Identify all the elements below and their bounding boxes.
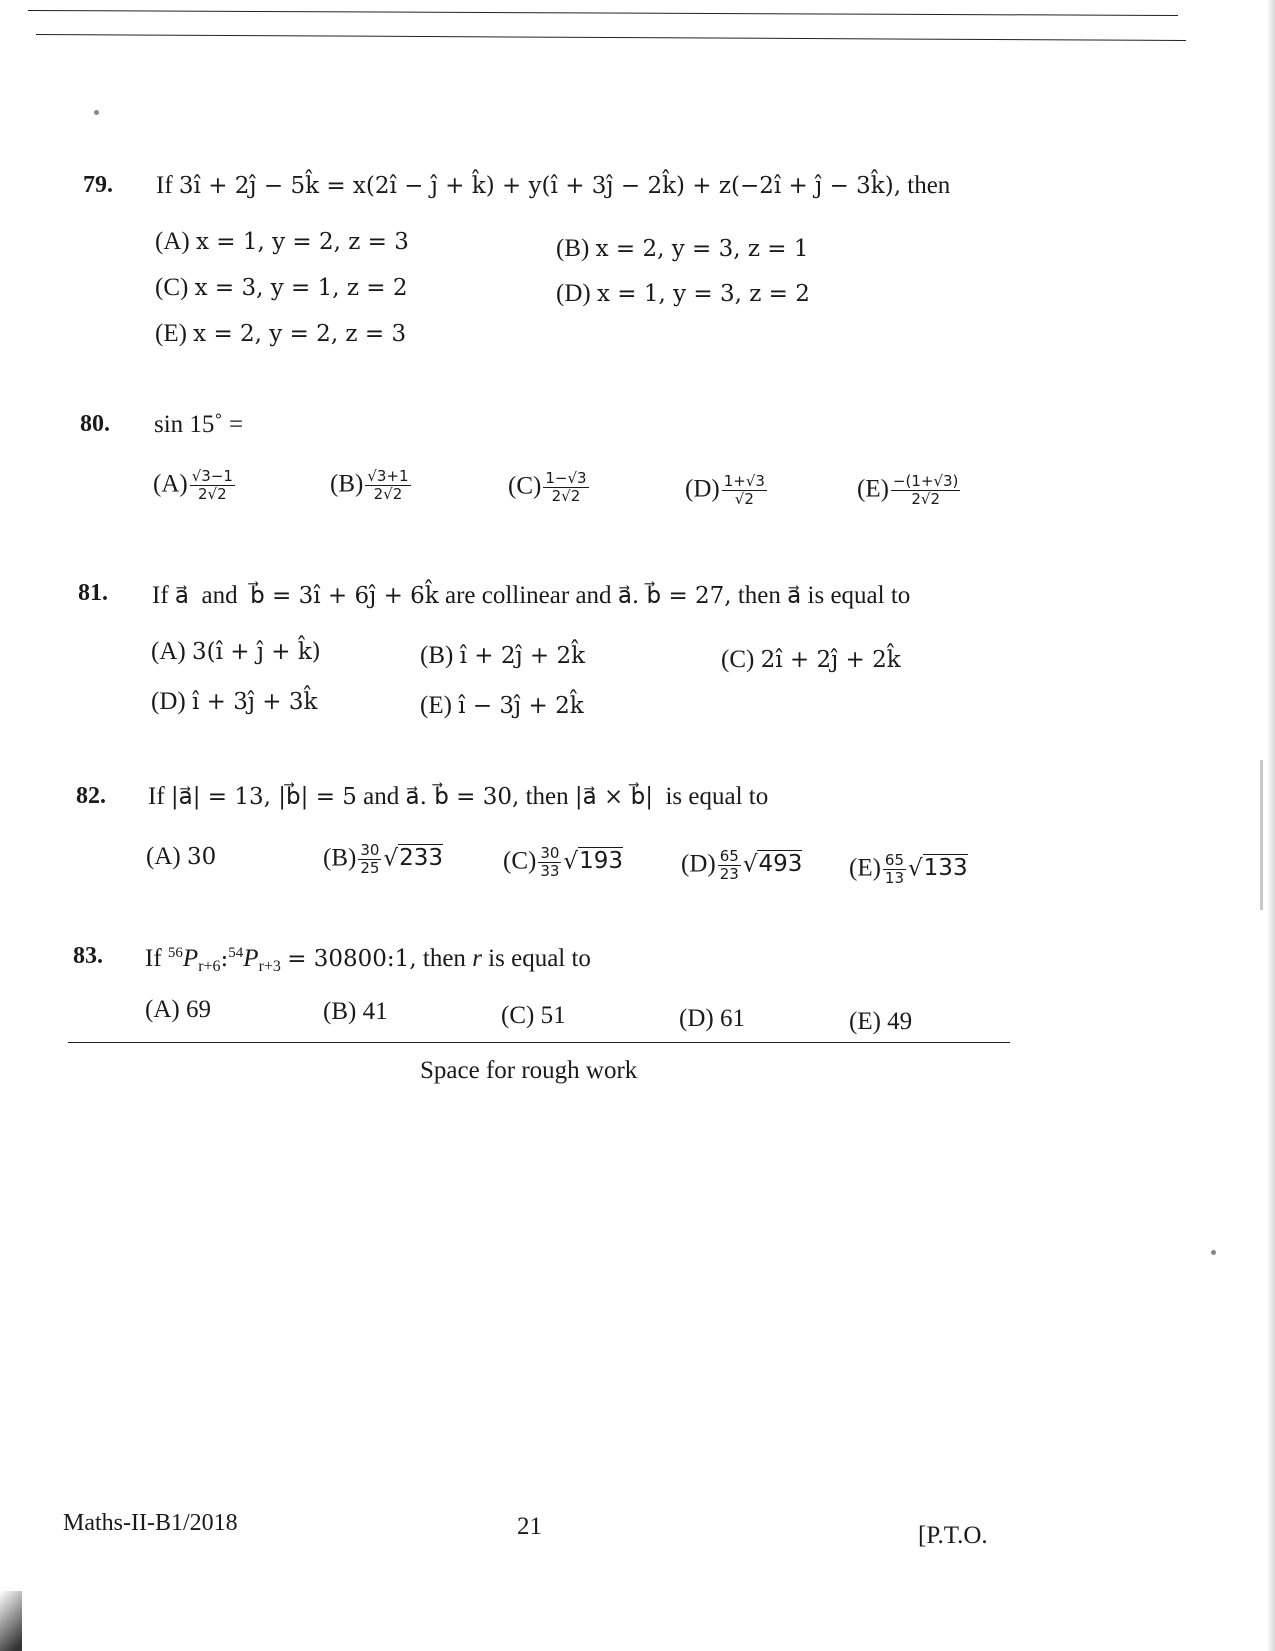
- option-math: î + 2ĵ + 2k̂: [459, 643, 586, 669]
- stem-text: then: [422, 945, 466, 972]
- numerator: √3+1: [367, 467, 409, 485]
- option-a[interactable]: [155, 228, 409, 256]
- option-label: (A): [145, 996, 180, 1023]
- stem-text: If: [152, 582, 169, 609]
- stem-math: a⃗. b⃗ = 30,: [405, 784, 520, 810]
- radicand: 133: [923, 855, 968, 882]
- fraction: [358, 842, 381, 878]
- radicand: 493: [758, 851, 803, 878]
- stem-text: If: [156, 172, 173, 199]
- option-c[interactable]: [155, 274, 408, 302]
- option-label: (C): [721, 646, 755, 673]
- stem-math: a⃗. b⃗ = 27,: [617, 583, 732, 609]
- fraction: [718, 848, 741, 884]
- scan-dot: [94, 110, 99, 115]
- question-stem: sin 15˚ =: [154, 411, 244, 438]
- option-label: (A): [151, 638, 186, 665]
- option-d[interactable]: [151, 688, 317, 716]
- stem-text: If: [145, 945, 162, 972]
- stem-math: P: [182, 945, 199, 972]
- numerator: −(1+√3): [892, 472, 959, 490]
- superscript: 54: [228, 945, 244, 961]
- stem-text: is equal to: [807, 582, 911, 609]
- question-number: 79.: [83, 172, 113, 198]
- option-b[interactable]: [556, 235, 809, 263]
- question-number: 83.: [73, 943, 103, 969]
- option-label: (E): [155, 320, 187, 347]
- stem-math: = 30800:1,: [287, 946, 417, 972]
- option-math: 3(î + ĵ + k̂): [191, 639, 321, 665]
- option-label: (D): [151, 688, 186, 715]
- option-e[interactable]: [155, 320, 406, 348]
- option-value: 41: [362, 998, 388, 1025]
- option-label: (A): [155, 228, 190, 255]
- option-label: (B): [556, 235, 590, 262]
- option-value: 61: [719, 1005, 745, 1032]
- radicand: 193: [579, 848, 623, 875]
- question-number: 82.: [76, 783, 106, 809]
- question-stem: [148, 783, 768, 811]
- stem-math: :: [220, 946, 229, 972]
- stem-math: r: [472, 945, 482, 972]
- pto-label: [P.T.O.: [918, 1522, 988, 1549]
- page-edge-shadow: [1267, 0, 1275, 1651]
- option-label: (E): [420, 692, 452, 719]
- fraction: [538, 845, 561, 881]
- option-e[interactable]: [857, 473, 962, 509]
- numerator: 30: [540, 844, 560, 862]
- numerator: 30: [360, 841, 380, 859]
- option-b[interactable]: [323, 842, 443, 878]
- option-label: (A): [146, 843, 181, 870]
- fraction: [365, 468, 410, 504]
- option-a[interactable]: [151, 638, 321, 666]
- option-label: (B): [323, 998, 357, 1025]
- option-c[interactable]: [503, 845, 623, 881]
- fraction: [883, 852, 906, 888]
- square-root: √193: [563, 848, 623, 875]
- question-stem: [145, 945, 591, 976]
- radicand: 233: [399, 845, 443, 872]
- option-value: 69: [185, 996, 211, 1023]
- rough-work-divider: [68, 1042, 1010, 1043]
- denominator: 2√2: [911, 490, 940, 509]
- option-label: (B): [330, 470, 364, 498]
- option-c[interactable]: [721, 646, 901, 674]
- option-label: (C): [508, 472, 542, 500]
- option-math: x = 1, y = 3, z = 2: [596, 281, 810, 307]
- option-c[interactable]: [501, 1002, 566, 1030]
- option-label: (A): [153, 470, 188, 498]
- question-number: 81.: [78, 580, 108, 606]
- stem-math: 3î + 2ĵ − 5k̂ = x(2î − ĵ + k̂) + y(î + 3ĵ − 2k̂) + z(−2î + ĵ − 3k̂),: [178, 173, 902, 199]
- option-label: (E): [857, 475, 889, 503]
- option-label: (D): [679, 1005, 714, 1032]
- question-stem: [152, 582, 910, 610]
- denominator: 13: [884, 869, 905, 888]
- square-root: √233: [383, 845, 443, 872]
- stem-text: is equal to: [488, 945, 591, 972]
- denominator: 2√2: [373, 485, 403, 504]
- rough-work-label: Space for rough work: [420, 1057, 638, 1084]
- stem-text: are collinear and: [444, 582, 612, 609]
- page-corner-shadow: [0, 1591, 22, 1651]
- numerator: 1+√3: [723, 472, 765, 490]
- option-math: x = 2, y = 2, z = 3: [193, 321, 407, 347]
- stem-text: then: [907, 172, 951, 199]
- option-e[interactable]: [849, 852, 968, 888]
- option-e[interactable]: [849, 1008, 912, 1036]
- scan-border-line: [28, 10, 1178, 16]
- option-d[interactable]: [556, 280, 810, 308]
- option-d[interactable]: [685, 473, 769, 509]
- fraction: [543, 470, 588, 506]
- option-value: 51: [540, 1002, 566, 1029]
- option-math: î − 3ĵ + 2k̂: [458, 693, 584, 719]
- question-number: 80.: [80, 411, 110, 437]
- denominator: 23: [719, 865, 739, 884]
- scan-border-line: [36, 34, 1186, 41]
- stem-text: is equal to: [665, 783, 769, 810]
- stem-math: b⃗ = 3î + 6ĵ + 6k̂: [250, 583, 439, 609]
- option-label: (D): [681, 850, 716, 878]
- option-label: (D): [685, 475, 720, 503]
- option-label: (D): [556, 280, 591, 307]
- option-math: 2î + 2ĵ + 2k̂: [760, 647, 901, 673]
- denominator: √2: [734, 490, 754, 509]
- option-math: x = 2, y = 3, z = 1: [595, 236, 809, 262]
- fraction: [190, 468, 235, 504]
- subscript: r+3: [258, 958, 281, 975]
- stem-math: P: [243, 945, 259, 972]
- page-edge-mark: [1260, 760, 1263, 910]
- square-root: √493: [742, 851, 803, 878]
- option-math: 30: [186, 844, 217, 870]
- stem-math: |a⃗ × b⃗|: [574, 784, 653, 810]
- option-label: (B): [420, 642, 454, 669]
- numerator: 1−√3: [545, 469, 587, 487]
- option-e[interactable]: [420, 692, 584, 720]
- option-c[interactable]: [508, 470, 591, 506]
- option-a[interactable]: [145, 996, 211, 1024]
- denominator: 2√2: [551, 487, 581, 506]
- option-math: x = 1, y = 2, z = 3: [195, 229, 409, 255]
- fraction: [722, 473, 767, 509]
- paper-code: Maths-II-B1/2018: [63, 1510, 238, 1536]
- option-label: (C): [155, 274, 189, 301]
- stem-text: then: [525, 783, 569, 810]
- option-a[interactable]: [153, 468, 237, 504]
- numerator: 65: [884, 851, 905, 869]
- scan-dot: [1211, 1250, 1216, 1255]
- fraction: [891, 473, 961, 509]
- stem-math: a⃗: [787, 583, 802, 609]
- option-d[interactable]: [679, 1005, 745, 1033]
- option-b[interactable]: [420, 642, 585, 670]
- square-root: √133: [908, 855, 968, 882]
- option-value: 49: [887, 1008, 913, 1035]
- option-label: (E): [849, 854, 881, 882]
- stem-text: and: [201, 582, 238, 609]
- option-label: (C): [501, 1002, 535, 1029]
- option-b[interactable]: [330, 468, 413, 504]
- stem-math: |a⃗| = 13, |b⃗| = 5: [170, 784, 357, 810]
- page-number: 21: [517, 1513, 542, 1540]
- stem-text: then: [737, 582, 781, 609]
- question-stem: [156, 172, 950, 200]
- stem-text: If: [148, 783, 165, 810]
- subscript: r+6: [198, 958, 221, 975]
- option-label: (C): [503, 847, 537, 875]
- numerator: √3−1: [191, 467, 233, 485]
- numerator: 65: [719, 847, 739, 865]
- option-math: î + 3ĵ + 3k̂: [191, 689, 318, 715]
- option-label: (E): [849, 1008, 881, 1035]
- denominator: 2√2: [198, 485, 227, 504]
- option-a[interactable]: [146, 843, 216, 871]
- option-label: (B): [323, 844, 357, 872]
- option-b[interactable]: [323, 998, 388, 1026]
- denominator: 25: [360, 859, 380, 878]
- option-math: x = 3, y = 1, z = 2: [194, 275, 408, 301]
- superscript: 56: [167, 945, 183, 961]
- stem-text: and: [363, 783, 400, 810]
- option-d[interactable]: [681, 848, 802, 884]
- stem-math: a⃗: [174, 583, 190, 609]
- denominator: 33: [540, 862, 560, 881]
